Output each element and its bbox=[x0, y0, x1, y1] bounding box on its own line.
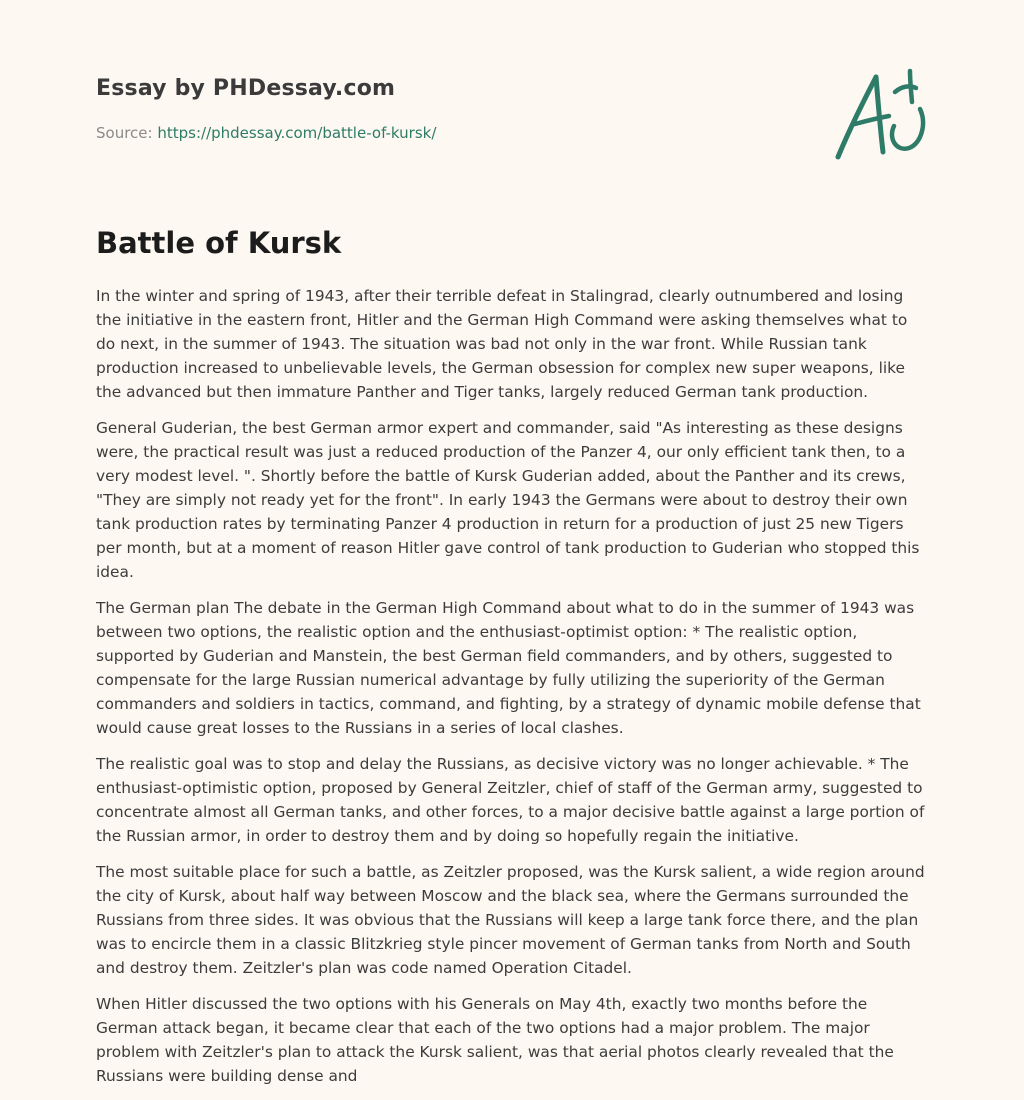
source-link[interactable]: https://phdessay.com/battle-of-kursk/ bbox=[157, 124, 437, 142]
site-header bbox=[96, 0, 928, 200]
source-line bbox=[96, 124, 436, 142]
essay-paragraph: When Hitler discussed the two options with his Generals on May 4th, exactly two months before the German attack began, it became clear that each of the two options had a major problem. The major problem with Zeitzler's plan to attack the Kursk salient, was that aerial photos clearly revealed that the Russians were building dense and bbox=[96, 995, 894, 1085]
essay-paragraph: In the winter and spring of 1943, after their terrible defeat in Stalingrad, clearly outnumbered and losing the initiative in the eastern front, Hitler and the German High Command were asking themselves what to do next, in the summer of 1943. The situation was bad not only in the war front. While Russian tank production increased to unbelievable levels, the German obsession for complex new super weapons, like the advanced but then immature Panther and Tiger tanks, largely reduced German tank production. bbox=[96, 287, 908, 401]
essay-title: Battle of Kursk bbox=[96, 226, 342, 260]
a-plus-logo-icon bbox=[828, 66, 932, 166]
essay-paragraph: The realistic goal was to stop and delay the Russians, as decisive victory was no longer achievable. * The enthusiast-optimistic option, proposed by General Zeitzler, chief of staff of the German army, suggested to concentrate almost all German tanks, and other forces, to a major decisive battle against a large portion of the Russian armor, in order to destroy them and by doing so hopefully regain the initiative. bbox=[96, 755, 925, 845]
essay-body bbox=[96, 284, 930, 1100]
essay-paragraph: General Guderian, the best German armor expert and commander, said "As interesting as these designs were, the practical result was just a reduced production of the Panzer 4, our only efficient tank then, to a very modest level. ". Shortly before the battle of Kursk Guderian added, about the Panther and its crews, "They are simply not ready yet for the front". In early 1943 the Germans were about to destroy their own tank production rates by terminating Panzer 4 production in return for a production of just 25 new Tigers per month, but at a moment of reason Hitler gave control of tank production to Guderian who stopped this idea. bbox=[96, 419, 920, 581]
essay-paragraph: The German plan The debate in the German High Command about what to do in the summer of 1943 was between two options, the realistic option and the enthusiast-optimist option: * The realistic option, supported by Guderian and Manstein, the best German field commanders, and by others, suggested to compensate for the large Russian numerical advantage by fully utilizing the superiority of the German commanders and soldiers in tactics, command, and fighting, by a strategy of dynamic mobile defense that would cause great losses to the Russians in a series of local clashes. bbox=[96, 599, 921, 737]
site-title: Essay by PHDessay.com bbox=[96, 76, 396, 101]
source-label: Source: bbox=[96, 124, 153, 142]
essay-paragraph: The most suitable place for such a battle, as Zeitzler proposed, was the Kursk salient, a wide region around the city of Kursk, about half way between Moscow and the black sea, where the Germans surrounded the Russians from three sides. It was obvious that the Russians will keep a large tank force there, and the plan was to encircle them in a classic Blitzkrieg style pincer movement of German tanks from North and South and destroy them. Zeitzler's plan was code named Operation Citadel. bbox=[96, 863, 925, 977]
